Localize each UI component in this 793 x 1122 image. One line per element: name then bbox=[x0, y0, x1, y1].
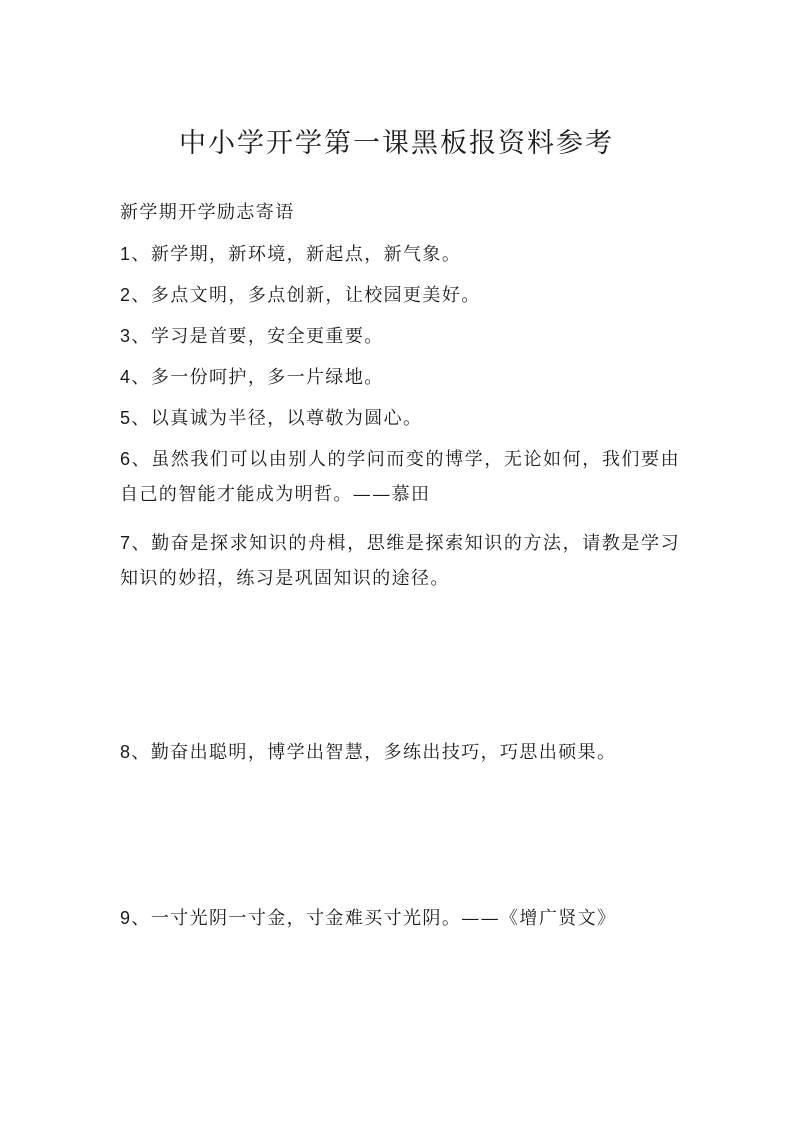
item-text: 、多点文明，多点创新，让校园更美好。 bbox=[131, 285, 481, 306]
item-number: 5 bbox=[120, 408, 132, 428]
list-item bbox=[120, 442, 680, 512]
item-number: 7 bbox=[120, 533, 132, 553]
item-text: 、一寸光阴一寸金，寸金难买寸光阴。——《增广贤文》 bbox=[131, 908, 617, 929]
section-heading: 新学期开学励志寄语 bbox=[120, 202, 295, 223]
item-number: 6 bbox=[120, 449, 132, 469]
list-item bbox=[120, 526, 680, 596]
page-title: 中小学开学第一课黑板报资料参考 bbox=[179, 128, 614, 159]
list-item bbox=[120, 735, 680, 770]
item-text: 、勤奋出聪明，博学出智慧，多练出技巧，巧思出硕果。 bbox=[131, 742, 617, 763]
list-item bbox=[120, 360, 680, 395]
list-item bbox=[120, 278, 680, 313]
list-item bbox=[120, 319, 680, 354]
item-text: 、新学期，新环境，新起点，新气象。 bbox=[131, 244, 462, 265]
item-number: 2 bbox=[120, 285, 132, 305]
item-number: 9 bbox=[120, 908, 132, 928]
list-item bbox=[120, 237, 680, 272]
list-item bbox=[120, 401, 680, 436]
list-item bbox=[120, 901, 680, 936]
item-number: 3 bbox=[120, 326, 132, 346]
item-text: 、以真诚为半径，以尊敬为圆心。 bbox=[131, 408, 423, 429]
item-text: 、多一份呵护，多一片绿地。 bbox=[131, 367, 384, 388]
item-text: 、虽然我们可以由别人的学问而变的博学，无论如何，我们要由自己的智能才能成为明哲。——慕田 bbox=[120, 449, 680, 505]
item-text: 、勤奋是探求知识的舟楫，思维是探索知识的方法，请教是学习知识的妙招，练习是巩固知识的途径。 bbox=[120, 533, 680, 589]
item-text: 、学习是首要，安全更重要。 bbox=[131, 326, 384, 347]
item-number: 8 bbox=[120, 742, 132, 762]
item-number: 4 bbox=[120, 367, 132, 387]
item-number: 1 bbox=[120, 244, 132, 264]
